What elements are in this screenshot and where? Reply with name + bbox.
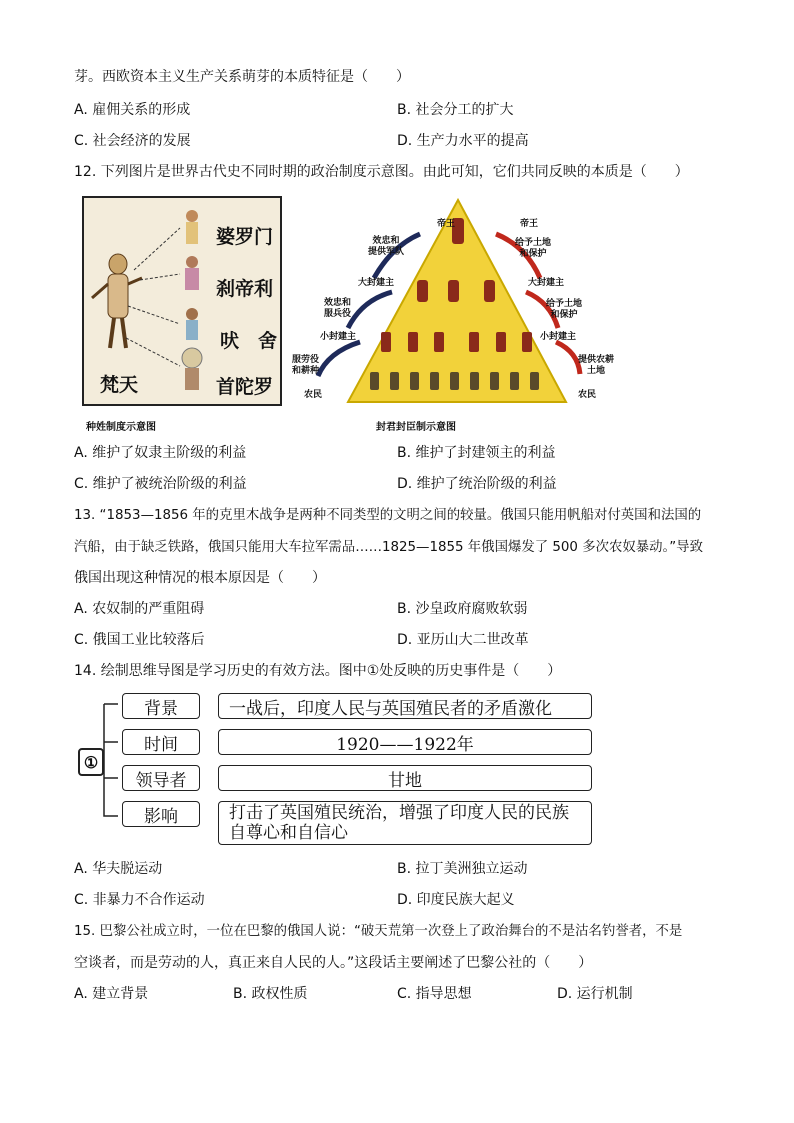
pyramid-left-label-2: 效忠和 服兵役 [324,298,352,319]
q13-stem-line2: 汽船，由于缺乏铁路，俄国只能用大车拉军需品……1825—1855 年俄国爆发了 500 多次农奴暴动。”导致 [74,540,703,555]
q11-option-d: D. 生产力水平的提高 [397,133,529,149]
q15-option-c: C. 指导思想 [397,986,472,1002]
q15-stem-line2: 空谈者，而是劳动的人，真正来自人民的人。”这段话主要阐述了巴黎公社的（ ） [74,955,593,971]
pyramid-right-label-1: 给予土地 和保护 [515,238,552,259]
mindmap-key-time: 时间 [122,729,200,755]
q14-option-c: C. 非暴力不合作运动 [74,892,205,908]
mindmap-value-leader: 甘地 [218,765,592,791]
feudal-caption: 封君封臣制示意图 [376,422,456,433]
mindmap-key-impact: 影响 [122,801,200,827]
q13-option-c: C. 俄国工业比较落后 [74,632,205,648]
q11-option-a: A. 雇佣关系的形成 [74,102,191,118]
q12-option-d: D. 维护了统治阶级的利益 [397,476,557,492]
caste-god-brahma: 梵天 [100,374,139,396]
q12-stem: 12. 下列图片是世界古代史不同时期的政治制度示意图。由此可知，它们共同反映的本质是（ ） [74,164,689,180]
pyramid-peasant-left: 农民 [304,390,323,400]
pyramid-left-label-1: 效忠和 提供军队 [368,236,405,257]
q12-option-a: A. 维护了奴隶主阶级的利益 [74,445,247,461]
mindmap-root: ① [78,748,104,776]
pyramid-right-label-2: 给予土地 和保护 [546,299,583,320]
caste-level-vaishya: 吠 舍 [220,330,278,352]
pyramid-peasant-right: 农民 [578,390,597,400]
q13-stem-line3: 俄国出现这种情况的根本原因是（ ） [74,570,326,586]
q12-option-b: B. 维护了封建领主的利益 [397,445,556,461]
q15-option-a: A. 建立背景 [74,986,149,1002]
caste-level-shudra: 首陀罗 [216,376,274,398]
brahma-figure-icon [92,254,142,348]
q13-option-b: B. 沙皇政府腐败软弱 [397,601,528,617]
pyramid-king-left: 帝王 [437,219,456,229]
q13-stem-line1: 13. “1853—1856 年的克里木战争是两种不同类型的文明之间的较量。俄国只能用帆船对付英国和法国的 [74,508,702,523]
caste-system-figure [82,196,282,406]
mindmap-value-time: 1920——1922年 [218,729,592,755]
q13-option-a: A. 农奴制的严重阻碍 [74,601,205,617]
mindmap-value-background: 一战后，印度人民与英国殖民者的矛盾激化 [218,693,592,719]
pyramid-king-right: 帝王 [520,219,539,229]
q15-stem-line1: 15. 巴黎公社成立时，一位在巴黎的俄国人说：“破天荒第一次登上了政治舞台的不是沽名钓誉者，不是 [74,924,683,939]
mindmap-key-leader: 领导者 [122,765,200,791]
q12-option-c: C. 维护了被统治阶级的利益 [74,476,247,492]
q14-option-b: B. 拉丁美洲独立运动 [397,861,528,877]
q15-option-d: D. 运行机制 [557,986,633,1002]
q14-option-a: A. 华夫脱运动 [74,861,163,877]
caste-figures-icon [182,210,202,390]
pyramid-left-label-3: 服劳役 和耕种 [292,355,320,376]
q11-option-b: B. 社会分工的扩大 [397,102,514,118]
caste-caption: 种姓制度示意图 [86,422,156,433]
q14-stem: 14. 绘制思维导图是学习历史的有效方法。图中①处反映的历史事件是（ ） [74,663,562,679]
caste-level-kshatriya: 刹帝利 [216,278,274,300]
q14-option-d: D. 印度民族大起义 [397,892,515,908]
pyramid-great-lord-right: 大封建主 [528,278,565,288]
q13-option-d: D. 亚历山大二世改革 [397,632,529,648]
q11-stem: 芽。西欧资本主义生产关系萌芽的本质特征是（ ） [74,69,410,85]
pyramid-small-lord-right: 小封建主 [540,332,577,342]
q15-option-b: B. 政权性质 [233,986,308,1002]
mindmap-value-impact: 打击了英国殖民统治，增强了印度人民的民族自尊心和自信心 [218,801,592,845]
q11-option-c: C. 社会经济的发展 [74,133,191,149]
pyramid-right-label-3: 提供农耕 土地 [578,355,615,376]
caste-level-brahmin: 婆罗门 [216,226,274,248]
pyramid-great-lord-left: 大封建主 [358,278,395,288]
mindmap-key-background: 背景 [122,693,200,719]
pyramid-small-lord-left: 小封建主 [320,332,357,342]
